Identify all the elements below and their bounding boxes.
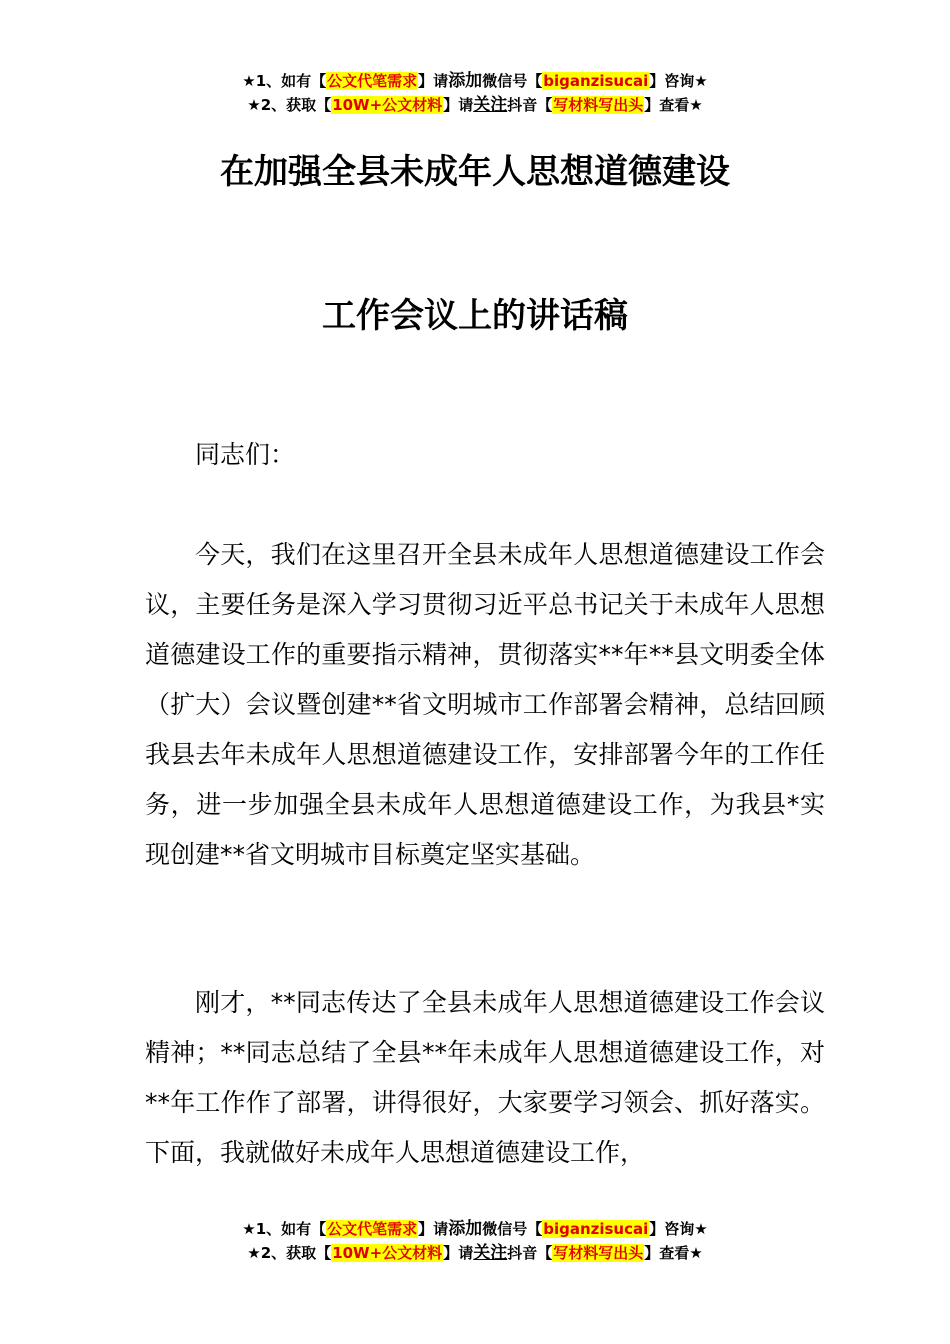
banner-text: 】咨询★	[649, 72, 708, 90]
paragraph-1-block	[145, 530, 825, 880]
document-title-line-1: 在加强全县未成年人思想道德建设	[220, 152, 730, 192]
paragraph-1: 今天，我们在这里召开全县未成年人思想道德建设工作会议，主要任务是深入学习贯彻习近平总书记关于未成年人思想道德建设工作的重要指示精神，贯彻落实**年**县文明委全体（扩大）会议暨创建**省文明城市工作部署会精神，总结回顾我县去年未成年人思想道德建设工作，安排部署今年的工作任务，进一步加强全县未成年人思想道德建设工作，为我县*实现创建**省文明城市目标奠定坚实基础。	[145, 540, 825, 869]
banner-text: 】请	[418, 72, 449, 90]
banner-text: 抖音【	[507, 96, 553, 114]
banner-text: ★2、获取【	[247, 1244, 332, 1262]
banner-text: ★1、如有【	[242, 72, 327, 90]
banner-highlight: biganzisucai	[543, 1220, 649, 1238]
banner-text: 】咨询★	[649, 1220, 708, 1238]
banner-highlight: 写材料写出头	[553, 96, 644, 114]
banner-text: 微信号【	[482, 72, 543, 90]
banner-text: 微信号【	[482, 1220, 543, 1238]
banner-text: 】请	[443, 96, 474, 114]
footer-banner	[0, 1217, 950, 1265]
paragraph-2-block	[145, 978, 825, 1178]
banner-highlight: biganzisucai	[543, 72, 649, 90]
banner-line-1	[0, 1217, 950, 1241]
banner-line-1	[0, 69, 950, 93]
banner-emphasis: 添加	[448, 1219, 483, 1239]
salutation: 同志们：	[195, 440, 296, 469]
banner-highlight: 10W+公文材料	[332, 96, 443, 114]
banner-text: 抖音【	[507, 1244, 553, 1262]
banner-highlight: 公文代笔需求	[327, 1220, 418, 1238]
salutation-block	[145, 430, 825, 480]
banner-text: ★2、获取【	[247, 96, 332, 114]
banner-emphasis: 关注	[473, 95, 508, 115]
banner-text: 】请	[443, 1244, 474, 1262]
banner-text: 】查看★	[644, 96, 703, 114]
banner-line-2	[0, 1241, 950, 1265]
banner-highlight: 10W+公文材料	[332, 1244, 443, 1262]
document-title-line-2: 工作会议上的讲话稿	[322, 296, 628, 336]
banner-highlight: 公文代笔需求	[327, 72, 418, 90]
banner-text: 】查看★	[644, 1244, 703, 1262]
banner-text: ★1、如有【	[242, 1220, 327, 1238]
banner-line-2	[0, 93, 950, 117]
banner-emphasis: 关注	[473, 1243, 508, 1263]
banner-emphasis: 添加	[448, 71, 483, 91]
banner-text: 】请	[418, 1220, 449, 1238]
paragraph-2: 刚才，**同志传达了全县未成年人思想道德建设工作会议精神；**同志总结了全县**年未成年人思想道德建设工作，对**年工作作了部署，讲得很好，大家要学习领会、抓好落实。下面，我就做好未成年人思想道德建设工作，	[145, 988, 825, 1167]
banner-highlight: 写材料写出头	[553, 1244, 644, 1262]
header-banner	[0, 69, 950, 117]
